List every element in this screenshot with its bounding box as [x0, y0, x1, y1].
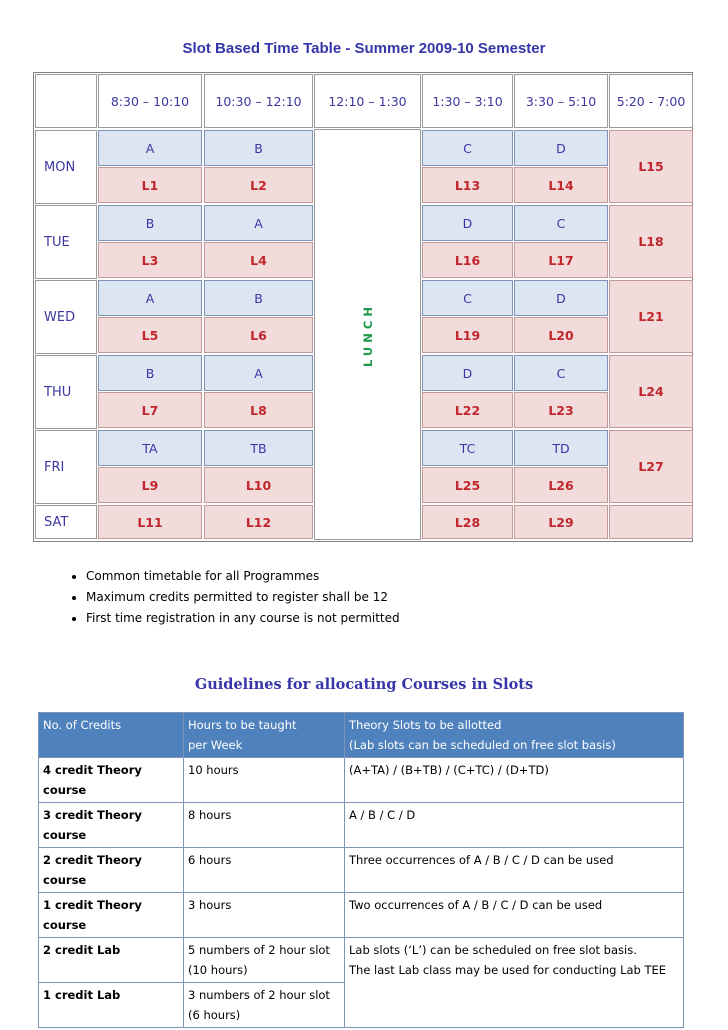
lab-slot: L9: [98, 467, 202, 503]
lab-slot: L28: [422, 505, 513, 539]
slots-cell: [345, 938, 684, 1028]
table-row: [39, 848, 684, 893]
page-title: Slot Based Time Table - Summer 2009-10 Semester: [182, 40, 546, 57]
time-header: 1:30 – 3:10: [422, 74, 513, 128]
lab-slot: L26: [514, 467, 608, 503]
lab-slot: L22: [422, 392, 513, 428]
theory-slot: B: [204, 130, 313, 166]
header-credits: [39, 713, 184, 758]
slots-cell: Two occurrences of A / B / C / D can be used: [345, 893, 684, 938]
hours-line: 3 numbers of 2 hour slot: [188, 988, 330, 1002]
theory-slot: B: [204, 280, 313, 316]
table-row: [39, 803, 684, 848]
evening-lab-slot: L18: [609, 205, 693, 278]
lab-slot: L5: [98, 317, 202, 353]
lab-slot: L20: [514, 317, 608, 353]
evening-lab-slot: L21: [609, 280, 693, 353]
theory-slot: C: [514, 205, 608, 241]
time-header: 12:10 – 1:30: [314, 74, 421, 128]
credits-cell: 3 credit Theory course: [39, 803, 184, 848]
hours-line: (10 hours): [188, 963, 248, 977]
time-header: 8:30 – 10:10: [98, 74, 202, 128]
time-header: 10:30 – 12:10: [204, 74, 313, 128]
lab-slot: L2: [204, 167, 313, 203]
notes-list: [64, 566, 400, 629]
credits-cell: 1 credit Theory course: [39, 893, 184, 938]
lab-slot: L1: [98, 167, 202, 203]
theory-slot: D: [422, 355, 513, 391]
hours-cell: 10 hours: [184, 758, 345, 803]
header-hours-line2: per Week: [188, 738, 243, 752]
note-item: • Common timetable for all Programmes: [86, 566, 400, 587]
header-corner: [35, 74, 97, 128]
evening-lab-slot: L24: [609, 355, 693, 428]
evening-lab-slot: L27: [609, 430, 693, 503]
theory-slot: D: [422, 205, 513, 241]
header-hours-line1: Hours to be taught: [188, 718, 297, 732]
evening-lab-slot: [609, 505, 693, 539]
time-header: 5:20 - 7:00: [609, 74, 693, 128]
lab-slot: L17: [514, 242, 608, 278]
theory-slot: C: [422, 280, 513, 316]
note-item: • Maximum credits permitted to register shall be 12: [86, 587, 400, 608]
day-label: MON: [35, 130, 97, 204]
guidelines-table: [38, 712, 684, 1028]
credits-cell: 2 credit Lab: [39, 938, 184, 983]
slots-cell: Three occurrences of A / B / C / D can be used: [345, 848, 684, 893]
credits-cell: 4 credit Theory course: [39, 758, 184, 803]
theory-slot: C: [422, 130, 513, 166]
slots-cell: (A+TA) / (B+TB) / (C+TC) / (D+TD): [345, 758, 684, 803]
theory-slot: TB: [204, 430, 313, 466]
note-item: • First time registration in any course is not permitted: [86, 608, 400, 629]
evening-lab-slot: L15: [609, 130, 693, 203]
theory-slot: A: [204, 205, 313, 241]
time-header: 3:30 – 5:10: [514, 74, 608, 128]
lab-slot: L19: [422, 317, 513, 353]
theory-slot: B: [98, 355, 202, 391]
lab-slot: L16: [422, 242, 513, 278]
lab-slot: L25: [422, 467, 513, 503]
lab-slot: L12: [204, 505, 313, 539]
hours-cell: 6 hours: [184, 848, 345, 893]
day-label: FRI: [35, 430, 97, 504]
lab-slot: L7: [98, 392, 202, 428]
lab-slot: L6: [204, 317, 313, 353]
table-row: [39, 893, 684, 938]
lab-slot: L10: [204, 467, 313, 503]
table-row: [39, 758, 684, 803]
day-label: WED: [35, 280, 97, 354]
theory-slot: A: [204, 355, 313, 391]
header-credits-text: No. of Credits: [43, 718, 122, 732]
lab-slot: L29: [514, 505, 608, 539]
lunch-label: LUNCH: [361, 303, 375, 367]
hours-cell: 8 hours: [184, 803, 345, 848]
guidelines-header-row: [39, 713, 684, 758]
slots-line: The last Lab class may be used for conducting Lab TEE: [349, 963, 667, 977]
header-slots-line2: (Lab slots can be scheduled on free slot basis): [349, 738, 616, 752]
day-label: THU: [35, 355, 97, 429]
hours-cell: 3 hours: [184, 893, 345, 938]
lab-slot: L13: [422, 167, 513, 203]
header-slots-line1: Theory Slots to be allotted: [349, 718, 502, 732]
lab-slot: L11: [98, 505, 202, 539]
hours-cell: [184, 938, 345, 983]
theory-slot: C: [514, 355, 608, 391]
theory-slot: A: [98, 130, 202, 166]
header-hours: [184, 713, 345, 758]
theory-slot: D: [514, 130, 608, 166]
day-label: TUE: [35, 205, 97, 279]
day-label: SAT: [35, 505, 97, 539]
header-slots: [345, 713, 684, 758]
theory-slot: TD: [514, 430, 608, 466]
theory-slot: D: [514, 280, 608, 316]
lab-slot: L3: [98, 242, 202, 278]
theory-slot: TA: [98, 430, 202, 466]
slots-line: Lab slots (‘L’) can be scheduled on free slot basis.: [349, 943, 637, 957]
theory-slot: A: [98, 280, 202, 316]
theory-slot: TC: [422, 430, 513, 466]
lab-slot: L14: [514, 167, 608, 203]
hours-line: 5 numbers of 2 hour slot: [188, 943, 330, 957]
lab-slot: L23: [514, 392, 608, 428]
lab-slot: L8: [204, 392, 313, 428]
table-row: [39, 938, 684, 983]
guidelines-title: Guidelines for allocating Courses in Slots: [194, 676, 534, 693]
credits-cell: 1 credit Lab: [39, 983, 184, 1028]
lab-slot: L4: [204, 242, 313, 278]
hours-line: (6 hours): [188, 1008, 241, 1022]
theory-slot: B: [98, 205, 202, 241]
slots-cell: A / B / C / D: [345, 803, 684, 848]
hours-cell: [184, 983, 345, 1028]
credits-cell: 2 credit Theory course: [39, 848, 184, 893]
